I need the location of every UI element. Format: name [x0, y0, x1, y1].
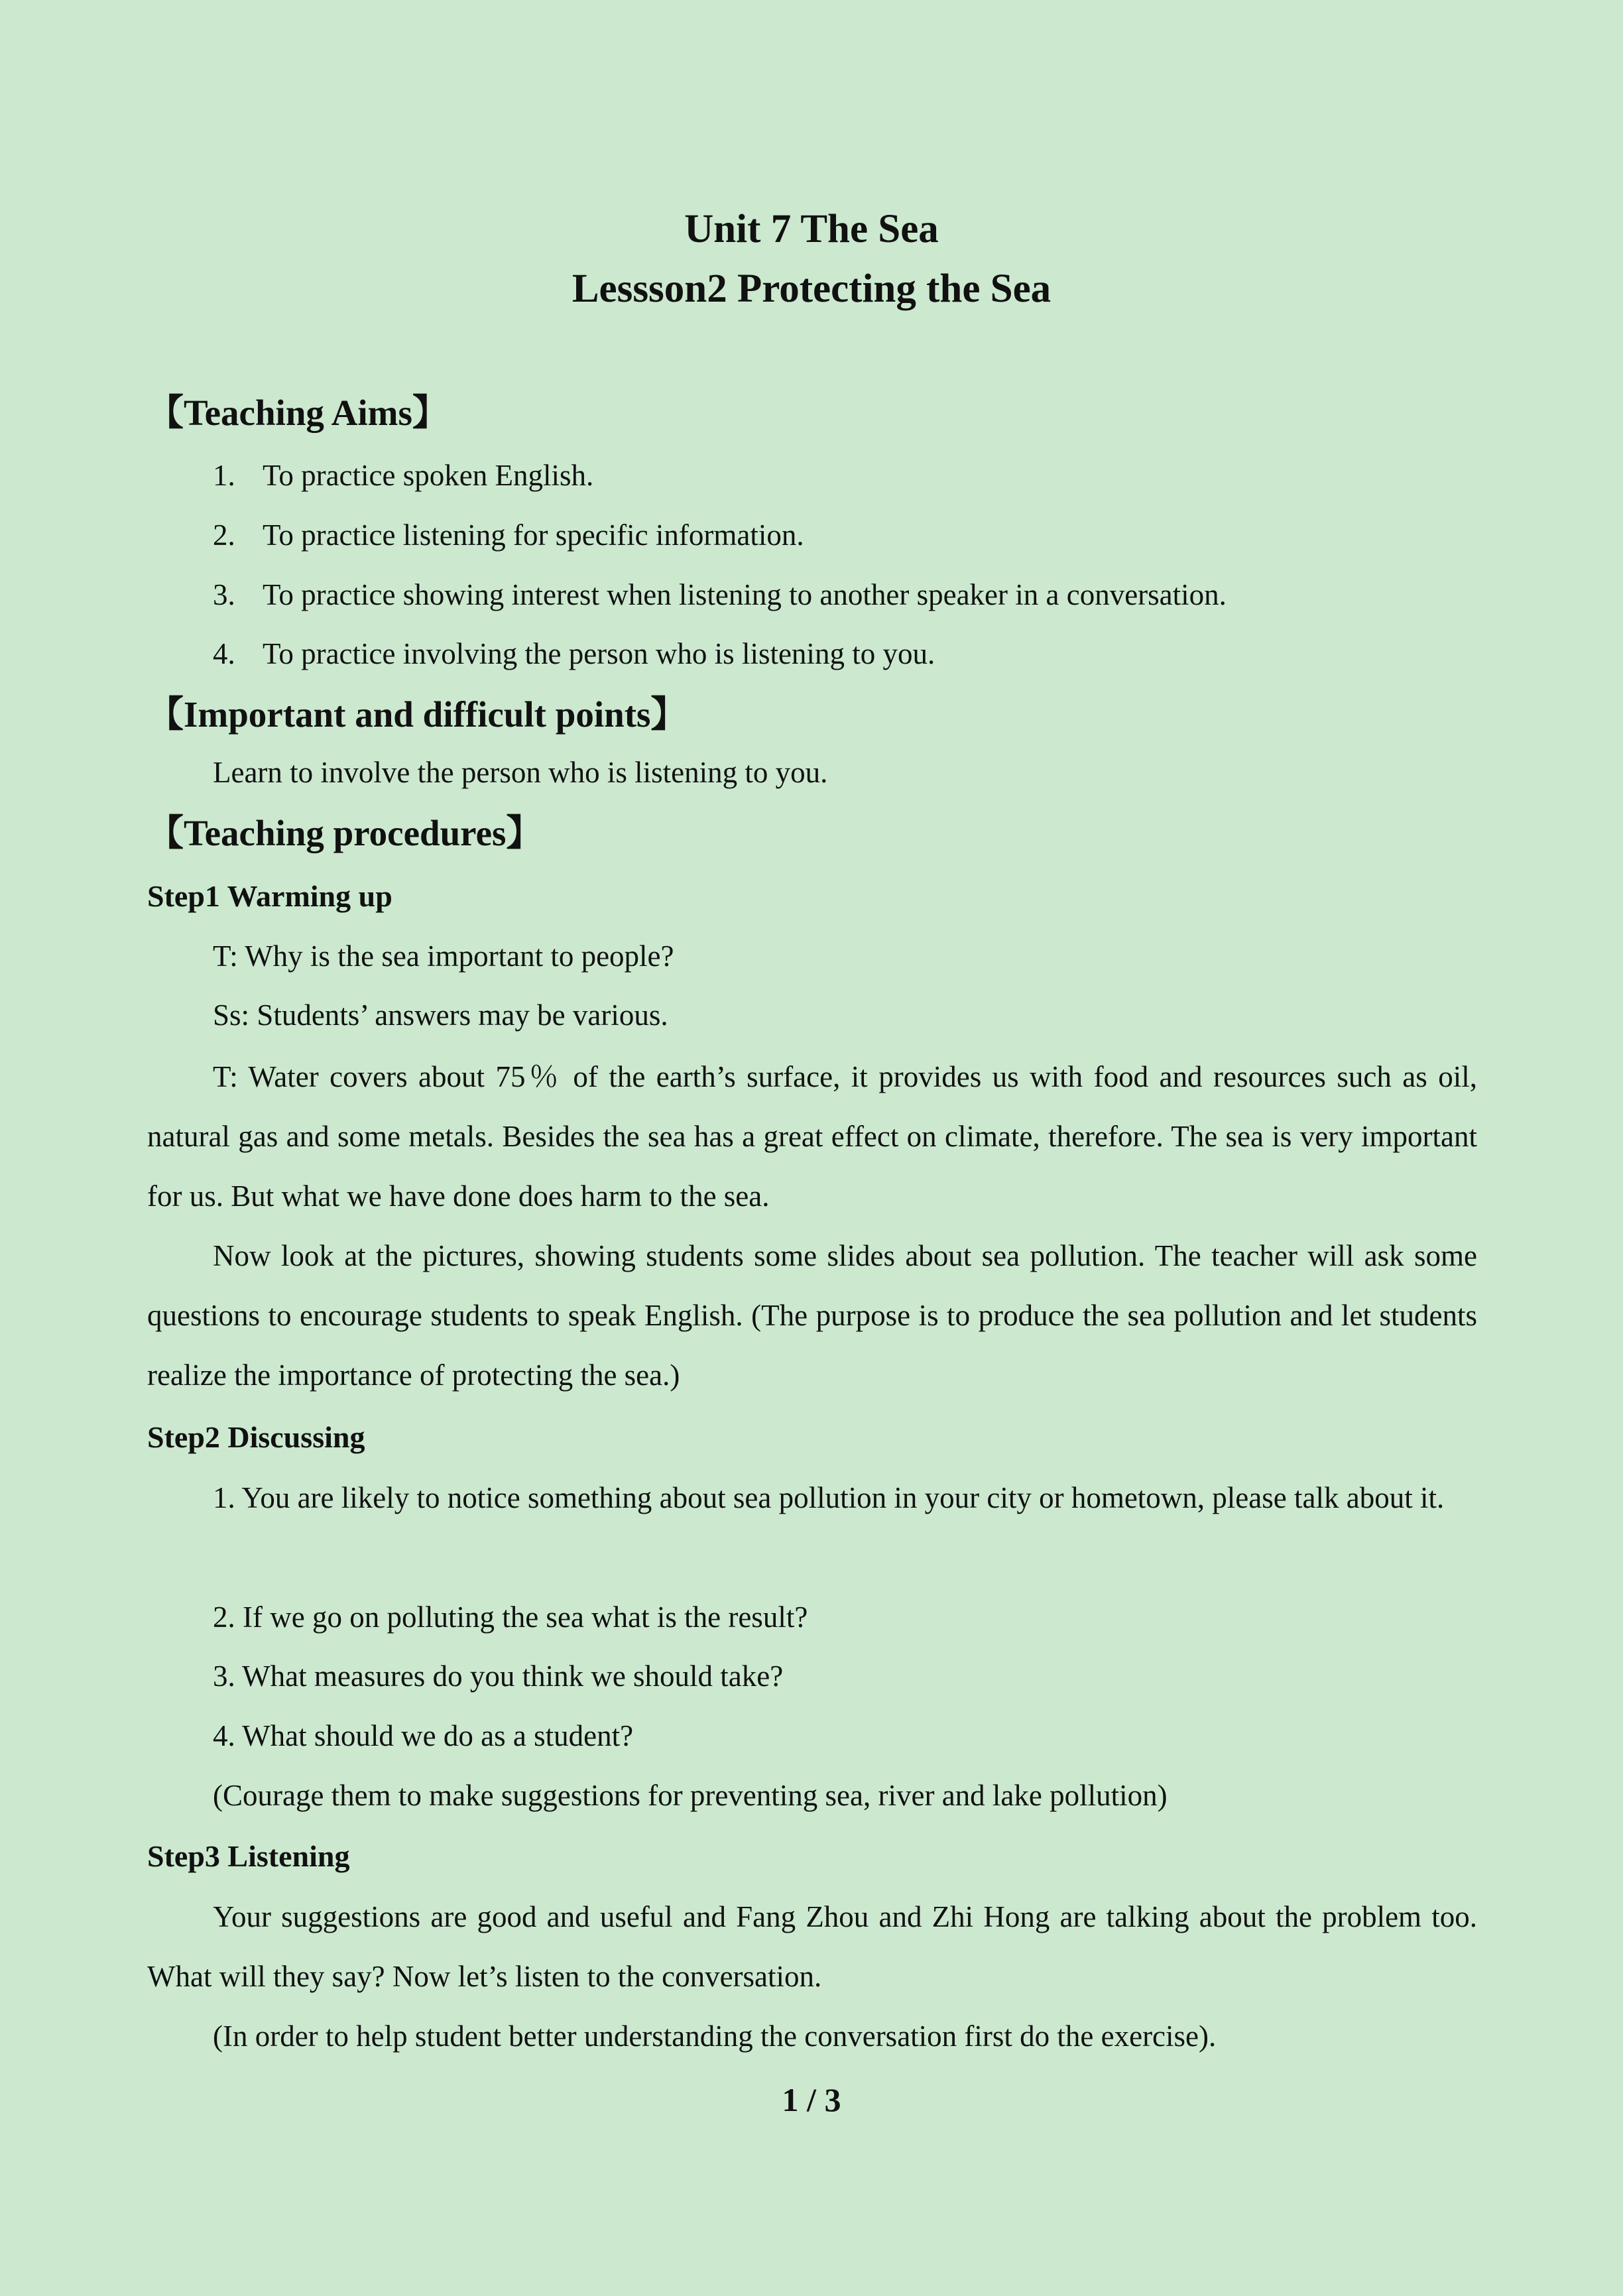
aim-text: To practice showing interest when listening to another speaker in a conversation.	[263, 578, 1227, 611]
aim-text: To practice spoken English.	[263, 459, 594, 492]
important-points-heading: 【Important and difficult points】	[147, 694, 688, 735]
step2-question-2: 2. If we go on polluting the sea what is the result?	[213, 1601, 808, 1634]
step2-question-3: 3. What measures do you think we should take?	[213, 1660, 784, 1693]
teaching-aims-heading: 【Teaching Aims】	[147, 393, 449, 433]
page-number: 1 / 3	[782, 2081, 841, 2118]
unit-title: Unit 7 The Sea	[684, 207, 939, 251]
aim-text: To practice involving the person who is listening to you.	[263, 637, 935, 670]
step1-question: T: Why is the sea important to people?	[213, 939, 674, 973]
aim-number: 4.	[213, 637, 235, 670]
important-points-text: Learn to involve the person who is listening to you.	[213, 756, 828, 789]
aim-number: 1.	[213, 459, 235, 492]
aim-text: To practice listening for specific information.	[263, 518, 804, 552]
step2-question-4: 4. What should we do as a student?	[213, 1719, 634, 1752]
step2-note: (Courage them to make suggestions for preventing sea, river and lake pollution)	[213, 1779, 1168, 1812]
step2-title: Step2 Discussing	[147, 1420, 365, 1454]
lesson-title: Lessson2 Protecting the Sea	[571, 267, 1052, 311]
aim-number: 2.	[213, 518, 235, 552]
teaching-procedures-heading: 【Teaching procedures】	[147, 813, 543, 853]
step3-note: (In order to help student better understanding the conversation first do the exercise).	[213, 2020, 1217, 2053]
aim-number: 3.	[213, 578, 235, 611]
step2-question-1: 1. You are likely to notice something about sea pollution in your city or hometown, please talk about it.	[213, 1481, 1445, 1514]
step1-paragraph-pictures: Now look at the pictures, showing students some slides about sea pollution. The teacher will ask some questions to encourage students to speak English. (The purpose is to produce the sea pollution and let students realize the importance of protecting the sea.)	[147, 1239, 1477, 1392]
step1-title: Step1 Warming up	[147, 879, 392, 913]
step3-title: Step3 Listening	[147, 1839, 350, 1873]
step1-paragraph-water: T: Water covers about 75％ of the earth’s surface, it provides us with food and resources such as oil, natural gas and some metals. Besides the sea has a great effect on climate, therefore. The sea is very important for us. But what we have done does harm to the sea.	[147, 1060, 1477, 1213]
step1-answer: Ss: Students’ answers may be various.	[213, 998, 668, 1032]
step3-paragraph: Your suggestions are good and useful and Fang Zhou and Zhi Hong are talking about the problem too. What will they say? Now let’s listen to the conversation.	[147, 1900, 1477, 1993]
